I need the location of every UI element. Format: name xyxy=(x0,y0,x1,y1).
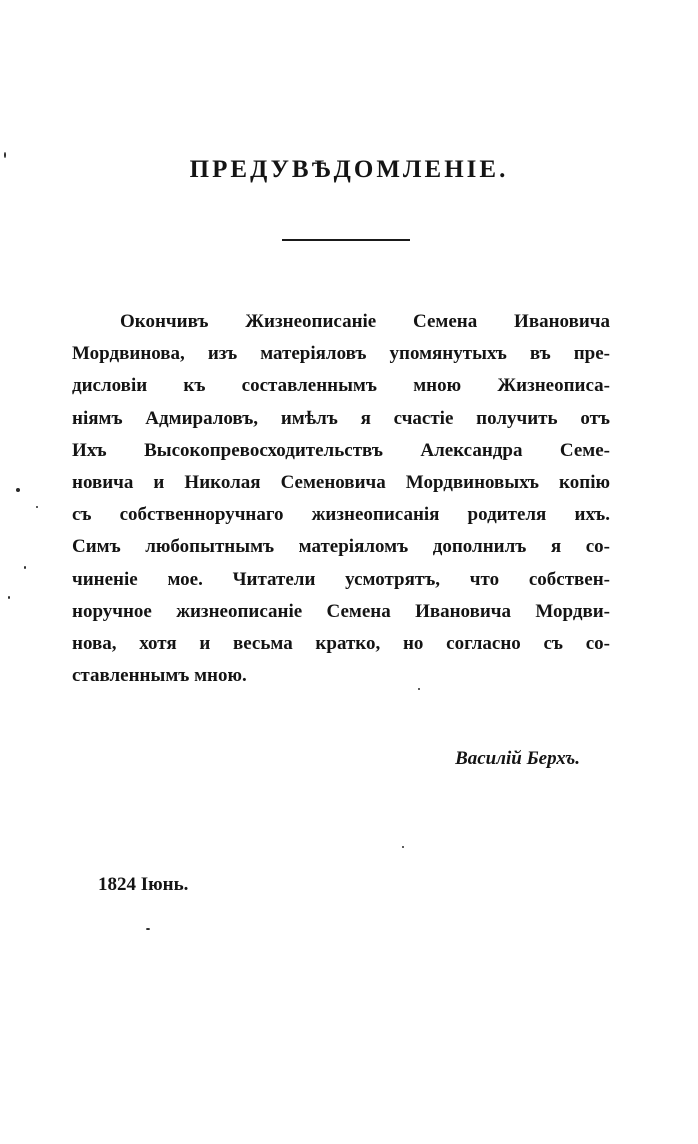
scan-speck xyxy=(402,846,404,848)
scan-speck xyxy=(4,152,6,158)
body-line-8: Симъ любопытнымъ матеріяломъ дополнилъ я со- xyxy=(72,536,610,558)
body-line-3: дисловіи къ составленнымъ мною Жизнеописа- xyxy=(72,375,610,397)
body-line-12: ставленнымъ мною. xyxy=(72,665,247,687)
body-line-6: новича и Николая Семеновича Мордвиновыхъ копію xyxy=(72,471,610,493)
body-line-7: съ собственноручнаго жизнеописанія родителя ихъ. xyxy=(72,504,610,526)
document-date: 1824 Іюнь. xyxy=(98,874,189,895)
scan-speck xyxy=(418,688,420,690)
scan-speck xyxy=(146,928,150,930)
body-line-10: норучное жизнеописаніе Семена Ивановича Мордви- xyxy=(72,600,610,622)
body-line-4: ніямъ Адмираловъ, имѣлъ я счастіе получить отъ xyxy=(72,407,610,429)
body-paragraph xyxy=(72,306,610,692)
scan-speck xyxy=(36,506,38,508)
body-line-9: чиненіе мое. Читатели усмотрятъ, что собствен- xyxy=(72,568,610,590)
scan-speck xyxy=(24,566,26,569)
body-line-1: Окончивъ Жизнеописаніе Семена Ивановича xyxy=(120,311,610,332)
body-line-5: Ихъ Высокопревосходительствъ Александра Семе- xyxy=(72,439,610,461)
page-title: ПРЕДУВѢДОМЛЕНІЕ. xyxy=(189,156,509,183)
title-divider xyxy=(282,239,410,241)
scan-speck xyxy=(16,488,20,492)
author-signature: Василій Берхъ. xyxy=(455,748,580,769)
body-line-2: Мордвинова, изъ матеріяловъ упомянутыхъ въ пре- xyxy=(72,343,610,365)
body-line-11: нова, хотя и весьма кратко, но согласно съ со- xyxy=(72,632,610,654)
scan-speck xyxy=(8,596,10,599)
